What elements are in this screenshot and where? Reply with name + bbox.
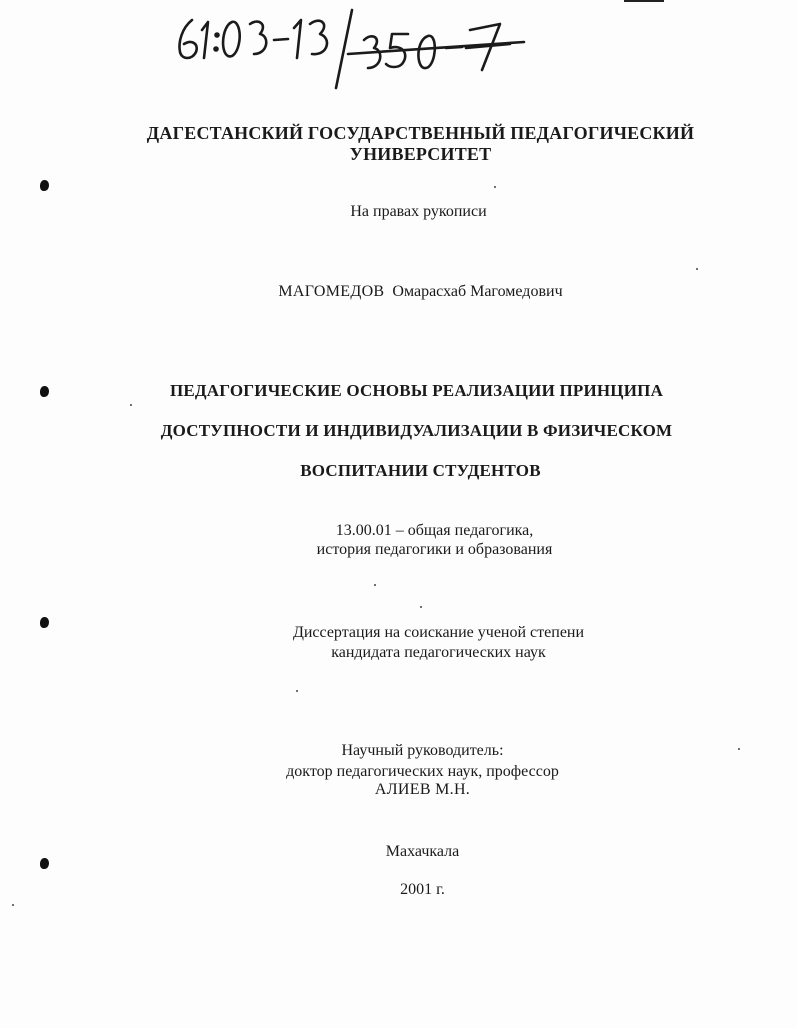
punch-hole-3 — [40, 617, 49, 628]
specialty-line-1: 13.00.01 – общая педагогика, — [335, 522, 534, 539]
handwritten-code-drawing — [170, 2, 550, 97]
advisor-label: Научный руководитель: — [341, 742, 504, 759]
scan-speck — [374, 584, 376, 586]
university-name-line-1: ДАГЕСТАНСКИЙ ГОСУДАРСТВЕННЫЙ ПЕДАГОГИЧЕСКИЙ — [146, 123, 695, 143]
scan-edge-mark — [624, 0, 664, 2]
scan-speck — [12, 904, 14, 906]
punch-hole-2 — [40, 386, 49, 397]
scan-speck — [696, 268, 698, 270]
year: 2001 г. — [400, 881, 445, 898]
thesis-title-line-1: ПЕДАГОГИЧЕСКИЕ ОСНОВЫ РЕАЛИЗАЦИИ ПРИНЦИПА — [169, 381, 664, 400]
city: Махачкала — [385, 843, 460, 860]
thesis-title-line-2: ДОСТУПНОСТИ И ИНДИВИДУАЛИЗАЦИИ В ФИЗИЧЕСКОМ — [160, 421, 673, 440]
degree-line-2: кандидата педагогических наук — [331, 644, 546, 661]
advisor-rank: доктор педагогических наук, профессор — [286, 763, 559, 780]
scan-speck — [296, 690, 298, 692]
thesis-title-line-3: ВОСПИТАНИИ СТУДЕНТОВ — [300, 461, 541, 480]
handwritten-archive-code — [170, 2, 550, 97]
advisor-name: АЛИЕВ М.Н. — [374, 781, 471, 798]
specialty-line-2: история педагогики и образования — [316, 541, 553, 558]
rights-note: На правах рукописи — [350, 203, 487, 220]
scan-speck — [738, 748, 740, 750]
author-name — [22, 283, 797, 301]
punch-hole-4 — [40, 858, 49, 869]
university-name-line-2: УНИВЕРСИТЕТ — [349, 144, 492, 164]
author-given-names: Омарасхаб Магомедович — [392, 283, 563, 300]
author-surname: МАГОМЕДОВ — [278, 283, 385, 300]
scan-speck — [130, 404, 132, 406]
scan-speck — [494, 186, 496, 188]
punch-hole-1 — [40, 180, 49, 191]
scan-speck — [420, 606, 422, 608]
degree-line-1: Диссертация на соискание ученой степени — [292, 624, 585, 641]
